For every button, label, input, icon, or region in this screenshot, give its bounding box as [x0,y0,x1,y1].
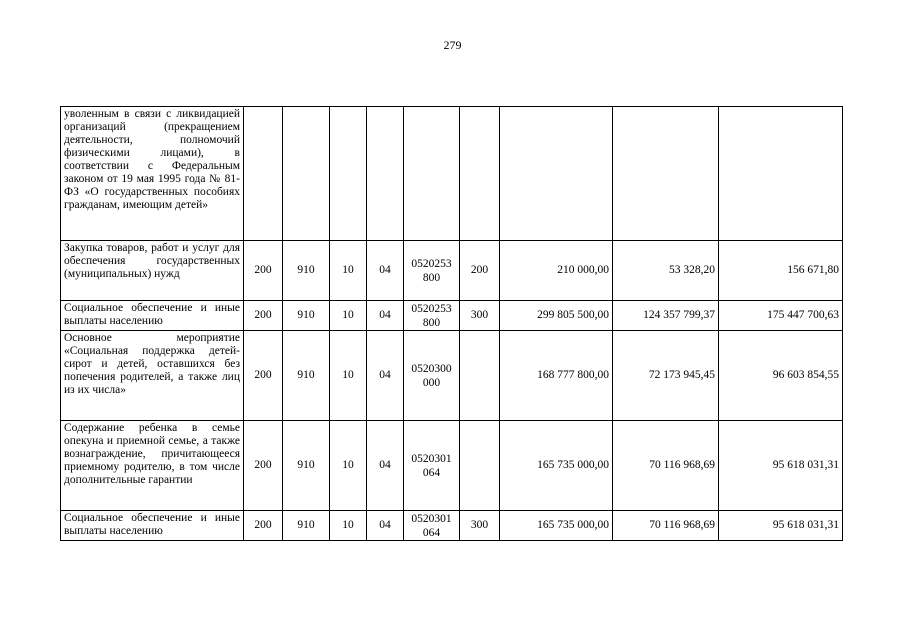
cell-v1 [500,107,613,241]
cell-c4: 04 [367,331,404,421]
table-row [61,107,843,241]
row-description: Основное мероприятие «Социальная поддержка детей-сирот и детей, оставшихся без попечения родителей, а также лиц из их числа» [61,331,244,421]
cell-v2 [613,107,719,241]
cell-v1: 210 000,00 [500,241,613,301]
cell-c5: 200 [460,241,500,301]
table-row [61,511,843,541]
cell-v1: 299 805 500,00 [500,301,613,331]
cell-c4: 04 [367,241,404,301]
cell-c4: 04 [367,421,404,511]
cell-v3: 96 603 854,55 [719,331,843,421]
cell-v2: 53 328,20 [613,241,719,301]
cell-v3: 95 618 031,31 [719,511,843,541]
budget-table [60,106,843,541]
cell-c5 [460,107,500,241]
cell-v2: 124 357 799,37 [613,301,719,331]
cell-v1: 165 735 000,00 [500,511,613,541]
page-number: 279 [443,38,462,52]
cell-v3: 175 447 700,63 [719,301,843,331]
row-description: уволенным в связи с ликвидацией организаций (прекращением деятельности, полномочий физическими лицами), в соответствии с Федеральным законом от 19 мая 1995 года № 81-ФЗ «О государственных пособиях гражданам, имеющим детей» [61,107,244,241]
cell-c2: 910 [283,421,330,511]
cell-c3: 10 [330,421,367,511]
cell-c3: 10 [330,241,367,301]
cell-v1: 165 735 000,00 [500,421,613,511]
cell-c3: 10 [330,511,367,541]
row-description: Содержание ребенка в семье опекуна и приемной семье, а также вознаграждение, причитающееся приемному родителю, в том числе дополнительные гарантии [61,421,244,511]
cell-c1: 200 [244,421,283,511]
table-row [61,301,843,331]
table-row [61,421,843,511]
cell-c1: 200 [244,241,283,301]
cell-c2 [283,107,330,241]
cell-c4: 04 [367,511,404,541]
cell-c2: 910 [283,331,330,421]
cell-code: 0520300 000 [404,331,460,421]
cell-c5 [460,331,500,421]
cell-v3 [719,107,843,241]
cell-c5: 300 [460,301,500,331]
cell-v3: 156 671,80 [719,241,843,301]
cell-c5: 300 [460,511,500,541]
cell-code: 0520301 064 [404,421,460,511]
cell-c1 [244,107,283,241]
cell-c3: 10 [330,331,367,421]
cell-v2: 70 116 968,69 [613,421,719,511]
row-description: Социальное обеспечение и иные выплаты населению [61,301,244,331]
cell-c3: 10 [330,301,367,331]
cell-c1: 200 [244,301,283,331]
cell-code: 0520253 800 [404,241,460,301]
cell-v3: 95 618 031,31 [719,421,843,511]
cell-c3 [330,107,367,241]
cell-c1: 200 [244,331,283,421]
row-description: Закупка товаров, работ и услуг для обеспечения государственных (муниципальных) нужд [61,241,244,301]
cell-v2: 70 116 968,69 [613,511,719,541]
row-description: Социальное обеспечение и иные выплаты населению [61,511,244,541]
table-row [61,241,843,301]
cell-c5 [460,421,500,511]
cell-c4: 04 [367,301,404,331]
cell-code: 0520253 800 [404,301,460,331]
table-row [61,331,843,421]
cell-v2: 72 173 945,45 [613,331,719,421]
cell-c4 [367,107,404,241]
cell-code [404,107,460,241]
cell-c2: 910 [283,301,330,331]
cell-c2: 910 [283,511,330,541]
cell-v1: 168 777 800,00 [500,331,613,421]
cell-c2: 910 [283,241,330,301]
cell-code: 0520301 064 [404,511,460,541]
cell-c1: 200 [244,511,283,541]
